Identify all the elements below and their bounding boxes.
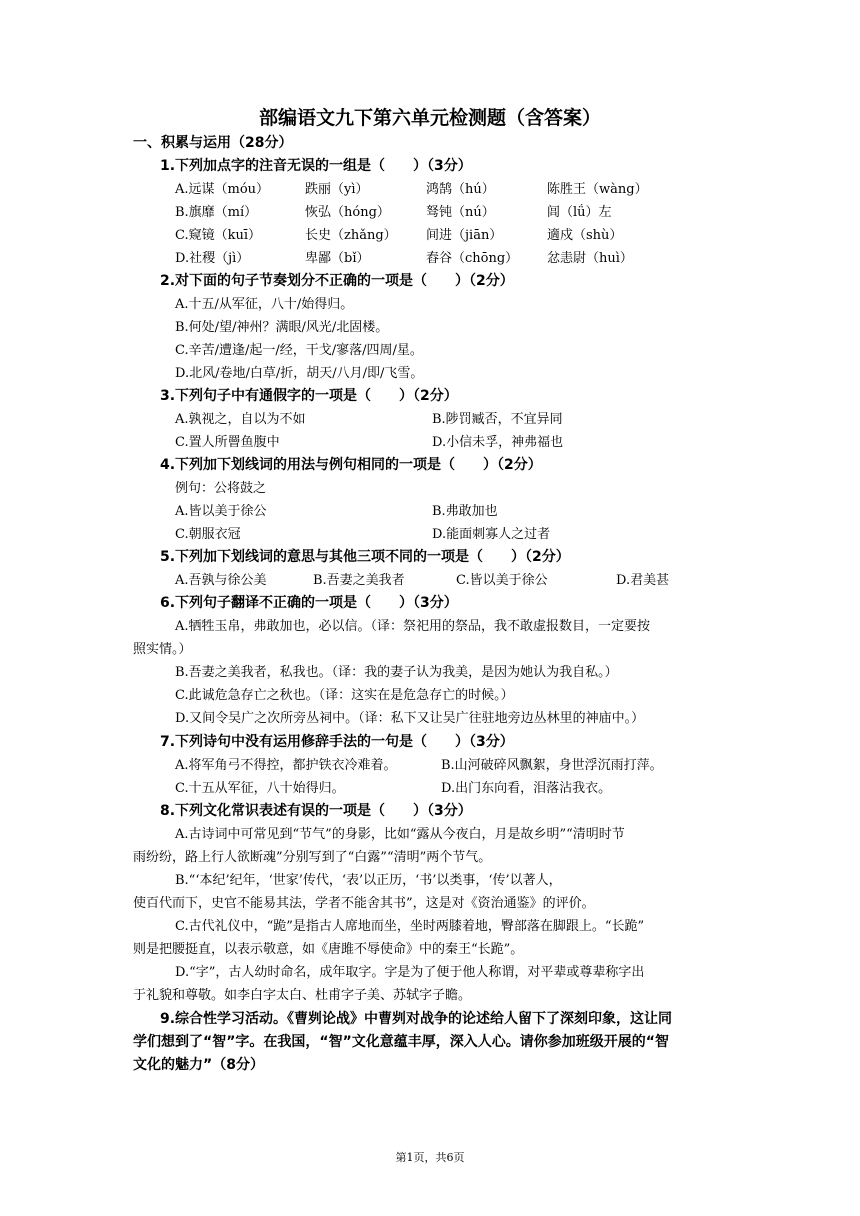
q7-option: A.将军角弓不得控，都护铁衣冷难着。 (175, 758, 397, 773)
q7-option: C.十五从军征，八十始得归。 (175, 781, 345, 796)
q6-option-c: C.此诚危急存亡之秋也。（译：这实在是危急存亡的时候。） (175, 688, 514, 703)
q2-option: C.辛苦/遭逢/起一/经，干戈/寥落/四周/星。 (175, 343, 423, 358)
q2-option: A.十五/从军征，八十/始得归。 (175, 297, 354, 312)
q1-option: 忿恚尉（huì） (547, 251, 633, 266)
q1-option: D.社稷（jì） (175, 251, 250, 266)
q6-option-a-cont: 照实情。） (133, 642, 192, 657)
question-7-stem: 7.下列诗句中没有运用修辞手法的一句是（ ）（3分） (160, 734, 514, 750)
question-5-stem: 5.下列加下划线词的意思与其他三项不同的一项是（ ）（2分） (160, 549, 570, 565)
q8-option-c-cont: 则是把腰挺直，以表示敬意，如《唐雎不辱使命》中的秦王“长跪”。 (133, 942, 524, 957)
q1-option: A.远谋（móu） (175, 182, 270, 197)
page-footer: 第1页，共6页 (395, 1151, 465, 1164)
q7-option: D.出门东向看，泪落沾我衣。 (441, 781, 612, 796)
q6-option-d: D.又间令吴广之次所旁丛祠中。（译：私下又让吴广往驻地旁边丛林里的神庙中。） (175, 711, 645, 726)
q6-option-b: B.吾妻之美我者，私我也。（译：我的妻子认为我美，是因为她认为我自私。） (175, 665, 618, 680)
q4-example: 例句：公将鼓之 (175, 481, 267, 496)
question-3-stem: 3.下列句子中有通假字的一项是（ ）（2分） (160, 388, 458, 404)
q4-option: B.弗敢加也 (432, 504, 498, 519)
q3-option: B.陟罚臧否，不宜异同 (432, 412, 563, 427)
q5-option: C.皆以美于徐公 (456, 573, 548, 588)
q8-option-a-cont: 雨纷纷，路上行人欲断魂”分别写到了“白露”“清明”两个节气。 (133, 850, 492, 865)
q8-option-a: A.古诗词中可常见到“节气”的身影，比如“露从今夜白，月是故乡明”“清明时节 (175, 827, 625, 842)
q5-option: D.君美甚 (616, 573, 670, 588)
question-1-stem: 1.下列加点字的注音无误的一组是（ ）（3分） (160, 158, 472, 174)
q6-option-a: A.牺牲玉帛，弗敢加也，必以信。（译：祭祀用的祭品，我不敢虚报数目，一定要按 (175, 619, 651, 634)
q1-option: 舂谷（chōng） (426, 251, 519, 266)
question-6-stem: 6.下列句子翻译不正确的一项是（ ）（3分） (160, 595, 458, 611)
q1-option: 鸿鹄（hú） (426, 182, 495, 197)
q1-option: 適戍（shù） (547, 228, 623, 243)
question-9-line: 学们想到了“智”字。在我国，“智”文化意蕴丰厚，深入人心。请你参加班级开展的“智 (133, 1034, 670, 1050)
q2-option: D.北风/卷地/白草/折，胡天/八月/即/飞雪。 (175, 366, 424, 381)
q8-option-b: B.“‘本纪’纪年，‘世家’传代，‘表’以正历，‘书’以类事，‘传’以著人， (175, 873, 562, 888)
q1-option: 长史（zhǎng） (305, 228, 397, 243)
q3-option: D.小信未孚，神弗福也 (432, 435, 564, 450)
page-title: 部编语文九下第六单元检测题（含答案） (258, 107, 601, 129)
q1-option: 跌丽（yì） (305, 182, 369, 197)
q4-option: C.朝服衣冠 (175, 527, 241, 542)
q1-option: B.旗靡（mí） (175, 205, 258, 220)
q8-option-d: D.“字”，古人幼时命名，成年取字。字是为了便于他人称谓，对平辈或尊辈称字出 (175, 965, 645, 980)
q7-option: B.山河破碎风飘絮，身世浮沉雨打萍。 (441, 758, 663, 773)
q8-option-b-cont: 使百代而下，史官不能易其法，学者不能舍其书”，这是对《资治通鉴》的评价。 (133, 896, 595, 911)
q1-option: 卑鄙（bǐ） (305, 251, 370, 266)
q4-option: D.能面刺寡人之过者 (432, 527, 551, 542)
q1-option: C.窥镜（kuī） (175, 228, 262, 243)
q5-option: B.吾妻之美我者 (313, 573, 405, 588)
question-9-line: 9.综合性学习活动。《曹刿论战》中曹刿对战争的论述给人留下了深刻印象，这让同 (160, 1011, 673, 1027)
q1-option: 驽钝（nú） (426, 205, 495, 220)
q1-option: 陈胜王（wàng） (547, 182, 648, 197)
q1-option: 闾（lǘ）左 (547, 205, 612, 220)
q8-option-d-cont: 于礼貌和尊敬。如李白字太白、杜甫字子美、苏轼字子瞻。 (133, 988, 472, 1003)
q1-option: 恢弘（hóng） (305, 205, 390, 220)
q3-option: A.孰视之，自以为不如 (175, 412, 306, 427)
q3-option: C.置人所罾鱼腹中 (175, 435, 280, 450)
q1-option: 间进（jiān） (426, 228, 503, 243)
q4-option: A.皆以美于徐公 (175, 504, 267, 519)
question-2-stem: 2.对下面的句子节奏划分不正确的一项是（ ）（2分） (160, 273, 514, 289)
q8-option-c: C.古代礼仪中，“跪”是指古人席地而坐，坐时两膝着地，臀部落在脚跟上。“长跪” (175, 919, 645, 934)
q5-option: A.吾孰与徐公美 (175, 573, 267, 588)
question-4-stem: 4.下列加下划线词的用法与例句相同的一项是（ ）（2分） (160, 457, 542, 473)
question-9-line: 文化的魅力”（8分） (133, 1057, 264, 1073)
question-8-stem: 8.下列文化常识表述有误的一项是（ ）（3分） (160, 803, 472, 819)
section-heading: 一、积累与运用（28分） (133, 135, 293, 151)
q2-option: B.何处/望/神州？满眼/风光/北固楼。 (175, 320, 389, 335)
